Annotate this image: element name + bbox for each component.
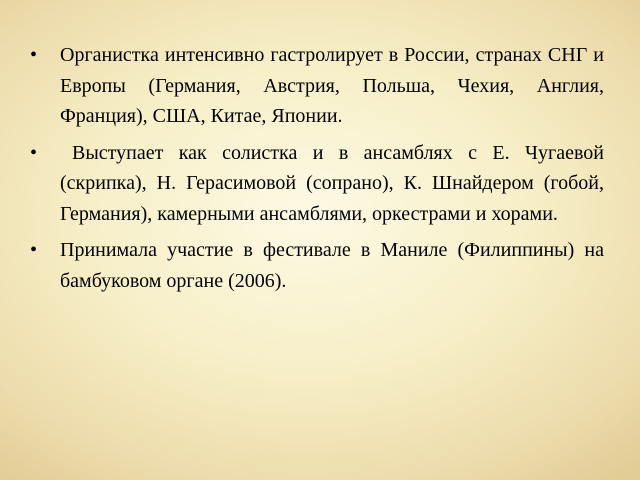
bullet-text: Органистка интенсивно гастролирует в России, странах СНГ и Европы (Германия, Австрия, Польша, Чехия, Англия, Франция), США, Китае, Японии.: [60, 44, 604, 127]
bullet-item-festival: [30, 235, 604, 296]
bullet-marker: •: [30, 141, 38, 164]
bullet-text: Принимала участие в фестивале в Маниле (Филиппины) на бамбуковом органе (2006).: [60, 239, 604, 292]
bullet-marker: •: [30, 44, 38, 66]
bullet-marker: •: [30, 239, 38, 261]
bullet-list: [30, 40, 604, 302]
bullet-item-ensembles: [30, 138, 604, 230]
bullet-text: Выступает как солистка и в ансамблях с Е. Чугаевой (скрипка), Н. Герасимовой (сопрано), К. Шнайдером (гобой, Германия), камерными ансамблями, оркестрами и хорами.: [60, 141, 604, 225]
bullet-item-tours: [30, 40, 604, 132]
